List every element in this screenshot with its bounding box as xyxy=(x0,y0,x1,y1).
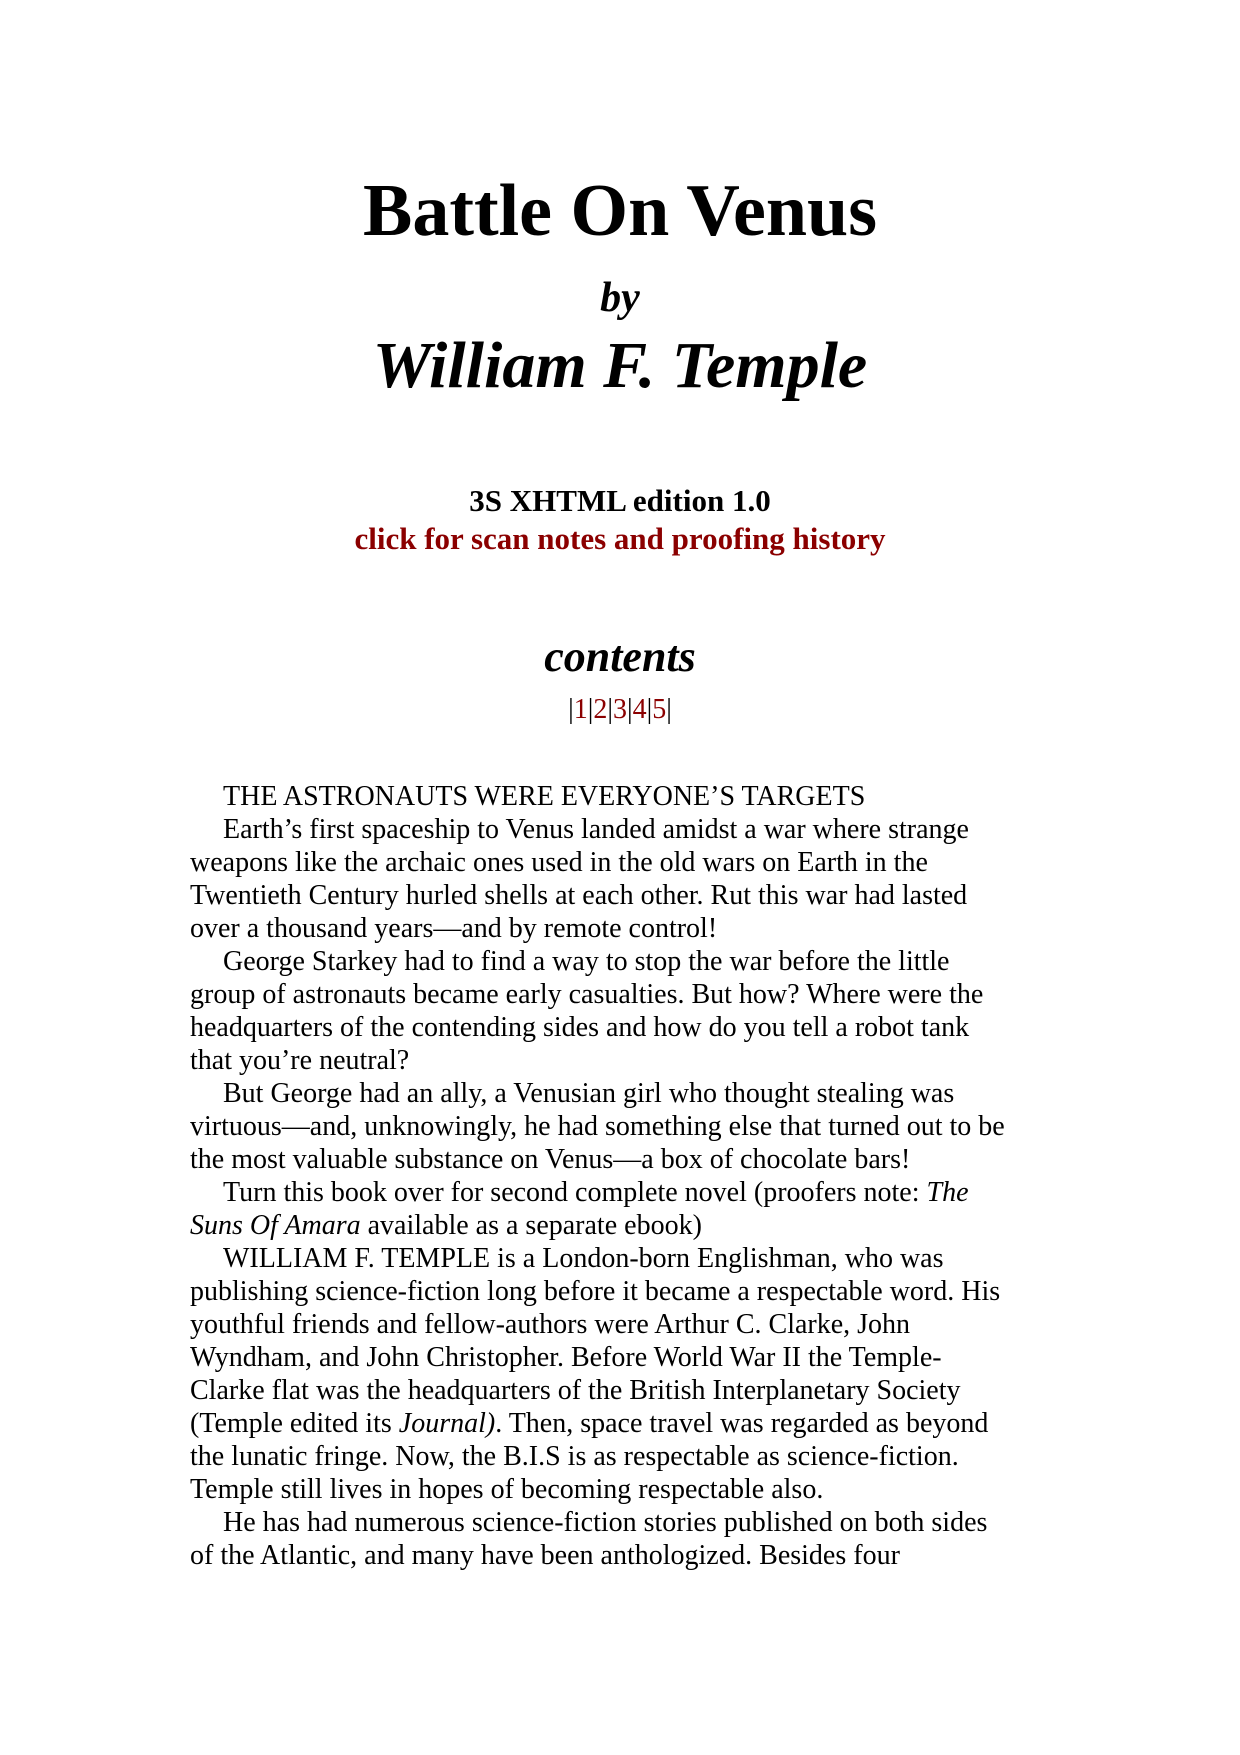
author-bio-paragraph: He has had numerous science-fiction stories published on both sides of the Atlantic, and many have been anthologized. Besides four xyxy=(190,1507,988,1571)
blurb-paragraph xyxy=(190,1176,1010,1242)
chapter-separator: | xyxy=(568,694,574,725)
author-name: William F. Temple xyxy=(372,329,868,402)
chapter-separator: | xyxy=(627,694,633,725)
chapter-link-4[interactable]: 4 xyxy=(632,694,647,725)
chapter-link-3[interactable]: 3 xyxy=(613,694,627,725)
blurb-headline: THE ASTRONAUTS WERE EVERYONE’S TARGETS xyxy=(223,781,866,812)
book-title: Battle On Venus xyxy=(362,170,878,252)
blurb-paragraph: Earth’s first spaceship to Venus landed amidst a war where strange weapons like the archaic ones used in the old wars on Earth in the Twentieth Century hurled shells at each other. Rut this war had lasted over a thousand years—and by remote control! xyxy=(190,814,969,944)
scan-notes-link[interactable]: click for scan notes and proofing history xyxy=(354,521,886,556)
chapter-link-5[interactable]: 5 xyxy=(652,694,667,725)
paragraph-text: WILLIAM F. TEMPLE is a London-born Englishman, who was publishing science-fiction long before it became a respectable word. His youthful friends and fellow-authors were Arthur C. Clarke, John Wyndham, and John Christopher. Before World War II the Temple-Clarke flat was the headquarters of the British Interplanetary Society (Temple edited its xyxy=(190,1243,1001,1439)
chapter-link-2[interactable]: 2 xyxy=(593,694,608,725)
by-line: by xyxy=(600,275,640,321)
contents-heading: contents xyxy=(544,632,696,681)
chapter-separator: | xyxy=(666,694,672,725)
chapter-separator: | xyxy=(607,694,613,725)
paragraph-text: . Then, space travel was regarded as beyond the lunatic fringe. Now, the B.I.S is as respectable as science-fiction. Temple still lives in hopes of becoming respectable also. xyxy=(190,1408,989,1505)
chapter-link-1[interactable]: 1 xyxy=(573,694,588,725)
blurb-paragraph: George Starkey had to find a way to stop the war before the little group of astronauts became early casualties. But how? Where were the headquarters of the contending sides and how do you tell a robot tank that you’re neutral? xyxy=(190,946,984,1076)
paragraph-text: available as a separate ebook) xyxy=(360,1210,702,1241)
author-bio-paragraph xyxy=(190,1242,1010,1506)
edition-label: 3S XHTML edition 1.0 xyxy=(469,483,771,518)
chapter-separator: | xyxy=(646,694,653,725)
blurb-paragraph: But George had an ally, a Venusian girl who thought stealing was virtuous—and, unknowingly, he had something else that turned out to be the most valuable substance on Venus—a box of chocolate bars! xyxy=(190,1078,1005,1175)
italic-journal: Journal) xyxy=(398,1408,496,1439)
chapter-nav xyxy=(0,692,1240,728)
paragraph-text: Turn this book over for second complete novel (proofers note: xyxy=(223,1177,927,1208)
blurb-text xyxy=(190,780,1010,1572)
italic-book-title: The Suns Of Amara xyxy=(190,1177,969,1241)
chapter-separator: | xyxy=(587,694,594,725)
